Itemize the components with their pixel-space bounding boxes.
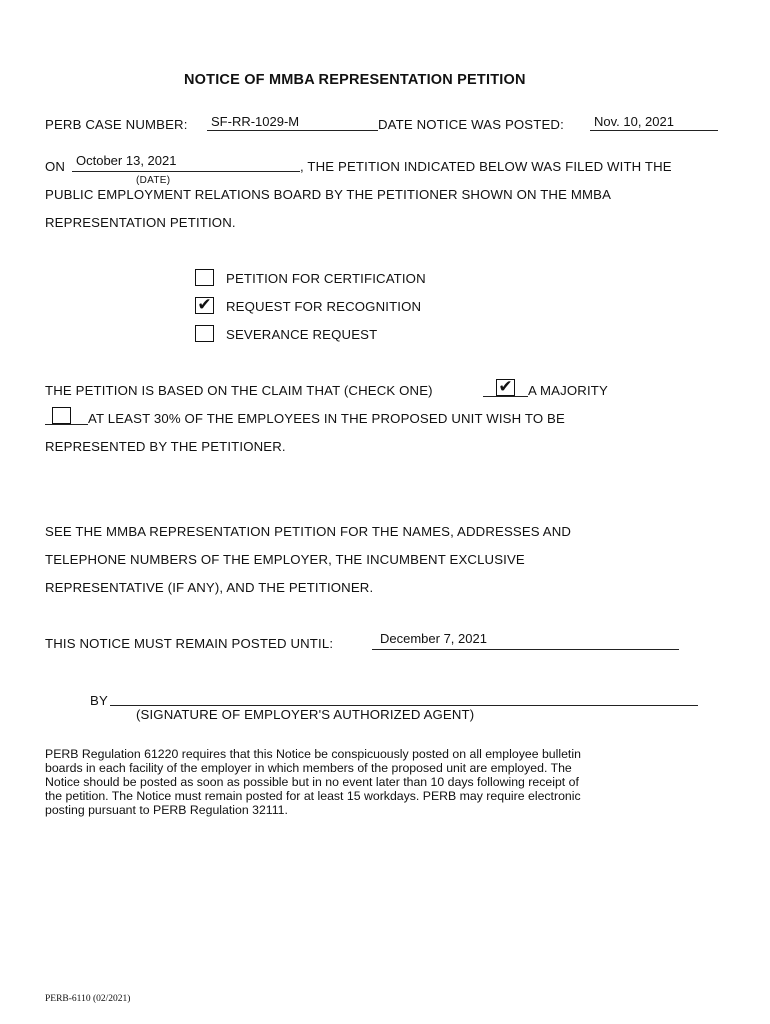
- filed-text-3: REPRESENTATION PETITION.: [45, 215, 236, 230]
- claim-line-3: REPRESENTED BY THE PETITIONER.: [45, 439, 286, 454]
- recognition-label: REQUEST FOR RECOGNITION: [226, 299, 422, 314]
- regulation-line: posting pursuant to PERB Regulation 32111.: [45, 803, 288, 817]
- page-title: NOTICE OF MMBA REPRESENTATION PETITION: [184, 72, 526, 88]
- filed-text-1: , THE PETITION INDICATED BELOW WAS FILED WITH THE: [300, 159, 672, 174]
- case-number-line: [207, 130, 378, 131]
- filed-date-value[interactable]: October 13, 2021: [76, 153, 177, 168]
- certification-checkbox[interactable]: [195, 269, 214, 286]
- posted-until-line: [372, 649, 679, 650]
- claim-intro: THE PETITION IS BASED ON THE CLAIM THAT (CHECK ONE): [45, 383, 433, 398]
- case-number-label: PERB CASE NUMBER:: [45, 117, 188, 132]
- severance-checkbox[interactable]: [195, 325, 214, 342]
- posted-until-value[interactable]: December 7, 2021: [380, 631, 487, 646]
- date-caption: (DATE): [136, 175, 171, 186]
- regulation-paragraph: [45, 747, 735, 817]
- regulation-line: boards in each facility of the employer in which members of the proposed unit are employed. The: [45, 761, 572, 775]
- posted-until-label: THIS NOTICE MUST REMAIN POSTED UNTIL:: [45, 636, 334, 651]
- recognition-checkbox[interactable]: ✔: [195, 297, 214, 314]
- thirty-percent-checkbox[interactable]: [52, 407, 71, 424]
- filed-text-2: PUBLIC EMPLOYMENT RELATIONS BOARD BY THE PETITIONER SHOWN ON THE MMBA: [45, 187, 612, 202]
- by-label: BY: [90, 693, 108, 708]
- majority-label: A MAJORITY: [528, 383, 608, 398]
- filed-date-line: [72, 171, 300, 172]
- on-label: ON: [45, 159, 66, 174]
- see-line-2: TELEPHONE NUMBERS OF THE EMPLOYER, THE INCUMBENT EXCLUSIVE: [45, 552, 525, 567]
- date-posted-value[interactable]: Nov. 10, 2021: [594, 114, 674, 129]
- see-line-3: REPRESENTATIVE (IF ANY), AND THE PETITIONER.: [45, 580, 374, 595]
- date-posted-label: DATE NOTICE WAS POSTED:: [378, 117, 564, 132]
- certification-label: PETITION FOR CERTIFICATION: [226, 271, 426, 286]
- regulation-line: the petition. The Notice must remain posted for at least 15 workdays. PERB may require electronic: [45, 789, 581, 803]
- date-posted-line: [590, 130, 718, 131]
- form-number: PERB-6110 (02/2021): [45, 994, 131, 1004]
- regulation-line: Notice should be posted as soon as possible but in no event later than 10 days following receipt of: [45, 775, 579, 789]
- signature-line[interactable]: [110, 705, 698, 706]
- case-number-value[interactable]: SF-RR-1029-M: [211, 114, 300, 129]
- thirty-percent-label: AT LEAST 30% OF THE EMPLOYEES IN THE PROPOSED UNIT WISH TO BE: [88, 411, 565, 426]
- majority-checkbox[interactable]: ✔: [496, 379, 515, 396]
- regulation-line: PERB Regulation 61220 requires that this Notice be conspicuously posted on all employee bulletin: [45, 747, 581, 761]
- thirty-line: [45, 424, 88, 425]
- signature-caption: (SIGNATURE OF EMPLOYER'S AUTHORIZED AGENT): [136, 707, 475, 722]
- severance-label: SEVERANCE REQUEST: [226, 327, 378, 342]
- see-line-1: SEE THE MMBA REPRESENTATION PETITION FOR THE NAMES, ADDRESSES AND: [45, 524, 572, 539]
